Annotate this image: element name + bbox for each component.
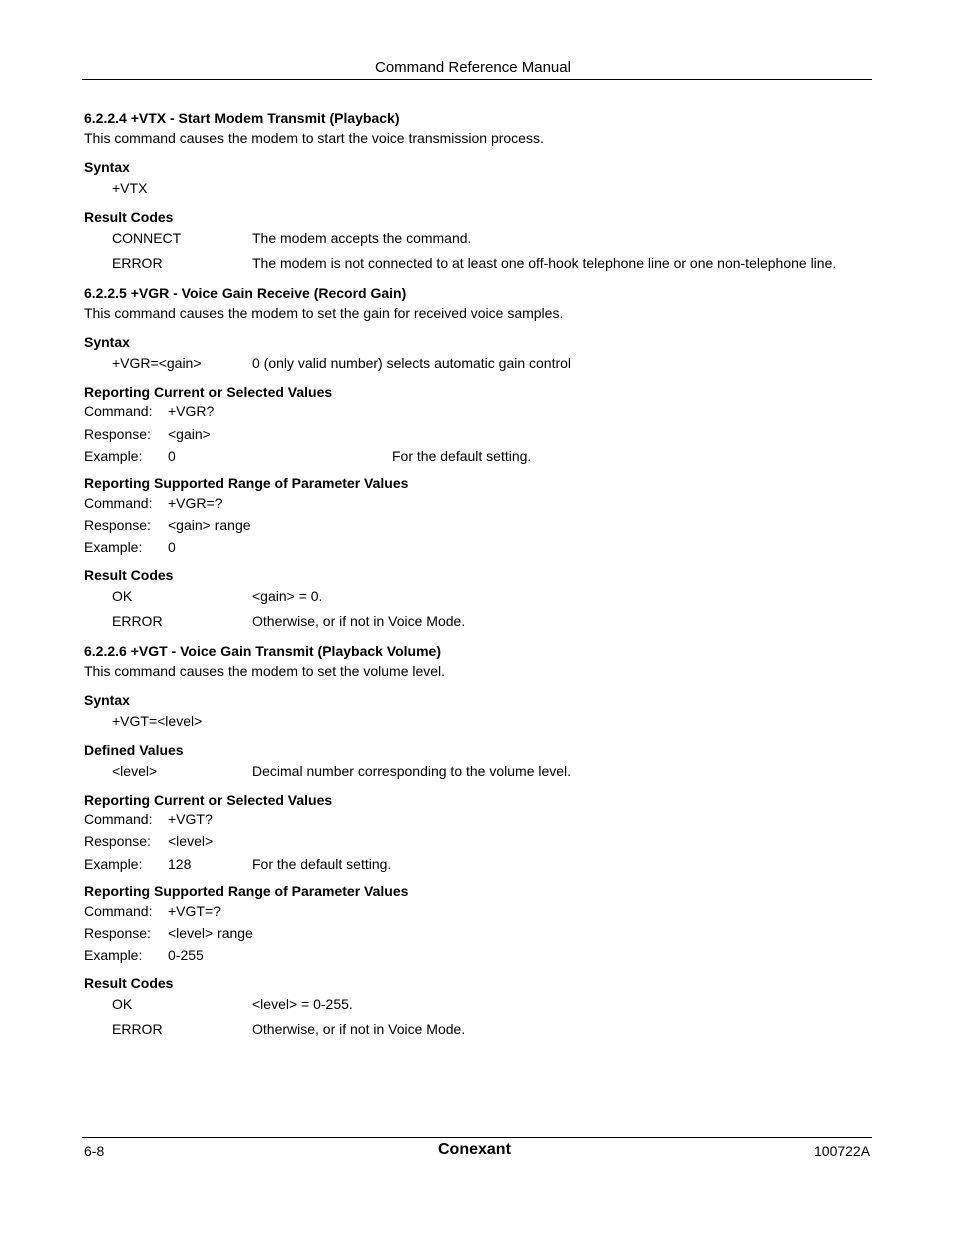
- result-code-description: The modem is not connected to at least one off-hook telephone line or one non-telephone line.: [252, 255, 837, 271]
- syntax-label: Syntax: [84, 334, 130, 350]
- syntax-label: Syntax: [84, 159, 130, 175]
- result-code: OK: [112, 996, 133, 1012]
- field-value: <level> range: [168, 925, 253, 941]
- footer-rule: [82, 1137, 872, 1138]
- syntax-description: 0 (only valid number) selects automatic gain control: [252, 355, 572, 371]
- reporting-current-label: Reporting Current or Selected Values: [84, 792, 333, 808]
- field-value: 0: [168, 448, 176, 464]
- result-code: CONNECT: [112, 230, 182, 246]
- footer-doc-number: 100722A: [814, 1143, 871, 1159]
- field-value: +VGR?: [168, 403, 215, 419]
- section-heading-vtx: 6.2.2.4 +VTX - Start Modem Transmit (Playback): [84, 110, 400, 126]
- syntax-command: +VTX: [112, 180, 148, 196]
- field-label: Example:: [84, 856, 143, 872]
- field-value: <level>: [168, 833, 214, 849]
- result-codes-label: Result Codes: [84, 975, 174, 991]
- result-code-description: <gain> = 0.: [252, 588, 323, 604]
- field-value: 0: [168, 539, 176, 555]
- section-description-vgr: This command causes the modem to set the gain for received voice samples.: [84, 305, 564, 321]
- reporting-range-label: Reporting Supported Range of Parameter Values: [84, 475, 409, 491]
- section-description-vgt: This command causes the modem to set the volume level.: [84, 663, 446, 679]
- result-codes-label: Result Codes: [84, 567, 174, 583]
- section-description-vtx: This command causes the modem to start the voice transmission process.: [84, 130, 544, 146]
- field-label: Command:: [84, 495, 153, 511]
- result-codes-label: Result Codes: [84, 209, 174, 225]
- result-code-description: Otherwise, or if not in Voice Mode.: [252, 613, 466, 629]
- field-label: Example:: [84, 539, 143, 555]
- reporting-range-label: Reporting Supported Range of Parameter Values: [84, 883, 409, 899]
- field-note: For the default setting.: [392, 448, 532, 464]
- syntax-command: +VGR=<gain>: [112, 355, 202, 371]
- section-heading-vgt: 6.2.2.6 +VGT - Voice Gain Transmit (Playback Volume): [84, 643, 441, 659]
- field-label: Command:: [84, 811, 153, 827]
- header-rule: [82, 79, 872, 80]
- field-label: Command:: [84, 903, 153, 919]
- field-value: 128: [168, 856, 192, 872]
- defined-value-name: <level>: [112, 763, 158, 779]
- field-value: +VGT?: [168, 811, 213, 827]
- reporting-current-label: Reporting Current or Selected Values: [84, 384, 333, 400]
- syntax-command: +VGT=<level>: [112, 713, 203, 729]
- field-value: <gain> range: [168, 517, 251, 533]
- field-value: +VGT=?: [168, 903, 221, 919]
- field-label: Response:: [84, 925, 151, 941]
- field-label: Command:: [84, 403, 153, 419]
- result-code: OK: [112, 588, 133, 604]
- field-value: 0-255: [168, 947, 204, 963]
- field-label: Response:: [84, 517, 151, 533]
- field-label: Example:: [84, 947, 143, 963]
- result-code-description: <level> = 0-255.: [252, 996, 353, 1012]
- result-code: ERROR: [112, 1021, 163, 1037]
- result-code: ERROR: [112, 613, 163, 629]
- section-heading-vgr: 6.2.2.5 +VGR - Voice Gain Receive (Record Gain): [84, 285, 407, 301]
- field-value: +VGR=?: [168, 495, 223, 511]
- field-label: Response:: [84, 426, 151, 442]
- result-code-description: The modem accepts the command.: [252, 230, 472, 246]
- defined-values-label: Defined Values: [84, 742, 184, 758]
- field-label: Example:: [84, 448, 143, 464]
- footer-page-number: 6-8: [84, 1143, 105, 1159]
- result-code: ERROR: [112, 255, 163, 271]
- page-header-title: Command Reference Manual: [375, 59, 571, 76]
- defined-value-description: Decimal number corresponding to the volume level.: [252, 763, 572, 779]
- field-value: <gain>: [168, 426, 211, 442]
- field-note: For the default setting.: [252, 856, 392, 872]
- result-code-description: Otherwise, or if not in Voice Mode.: [252, 1021, 466, 1037]
- field-label: Response:: [84, 833, 151, 849]
- footer-company: Conexant: [438, 1141, 511, 1158]
- syntax-label: Syntax: [84, 692, 130, 708]
